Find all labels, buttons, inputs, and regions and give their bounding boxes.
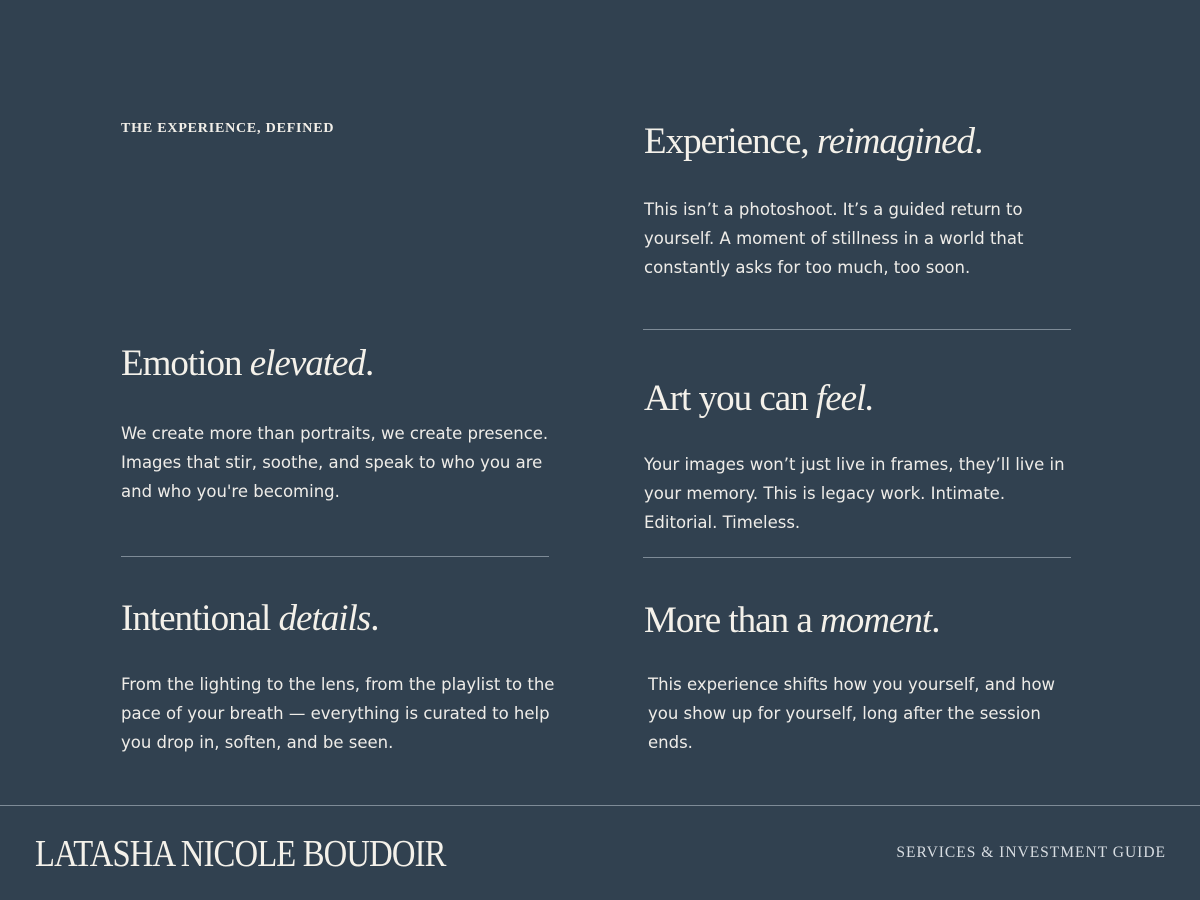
divider: [121, 556, 549, 557]
section-heading: [644, 122, 1084, 163]
heading-italic: moment: [820, 600, 932, 641]
section-art: [644, 379, 1084, 537]
heading-end: .: [931, 600, 940, 641]
section-body: This experience shifts how you yourself, and how you show up for yourself, long after the session ends.: [648, 674, 1056, 752]
section-details: [121, 599, 561, 757]
brand-wordmark: LATASHA NICOLE BOUDOIR: [35, 833, 446, 875]
section-heading: [644, 601, 1084, 642]
section-experience: [644, 122, 1084, 282]
heading-end: .: [974, 121, 983, 162]
section-emotion: [121, 344, 561, 506]
heading-italic: elevated: [249, 343, 365, 384]
heading-italic: reimagined: [816, 121, 975, 162]
footer-divider: [0, 805, 1200, 806]
heading-end: .: [370, 598, 379, 639]
heading-plain: Art you can: [644, 378, 816, 419]
heading-end: .: [364, 343, 374, 384]
heading-plain: Experience,: [644, 121, 817, 162]
heading-italic: feel.: [815, 378, 874, 419]
heading-italic: details: [278, 598, 371, 639]
guide-title: SERVICES & INVESTMENT GUIDE: [896, 844, 1166, 861]
section-heading: [644, 379, 1084, 420]
divider: [643, 557, 1071, 558]
heading-plain: Emotion: [121, 343, 250, 384]
section-eyebrow: THE EXPERIENCE, DEFINED: [121, 121, 335, 136]
section-moment: [644, 601, 1084, 757]
section-body: Your images won’t just live in frames, they’ll live in your memory. This is legacy work. Intimate. Editorial. Timeless.: [644, 454, 1065, 532]
section-body: This isn’t a photoshoot. It’s a guided return to yourself. A moment of stillness in a world that constantly asks for too much, too soon.: [644, 199, 1024, 277]
section-body: We create more than portraits, we create presence. Images that stir, soothe, and speak to who you are and who you're becoming.: [121, 423, 549, 501]
heading-plain: More than a: [644, 600, 821, 641]
section-heading: [121, 344, 561, 385]
section-body: From the lighting to the lens, from the playlist to the pace of your breath — everything is curated to help you drop in, soften, and be seen.: [121, 674, 555, 752]
section-heading: [121, 599, 561, 640]
divider: [643, 329, 1071, 330]
heading-plain: Intentional: [121, 598, 279, 639]
